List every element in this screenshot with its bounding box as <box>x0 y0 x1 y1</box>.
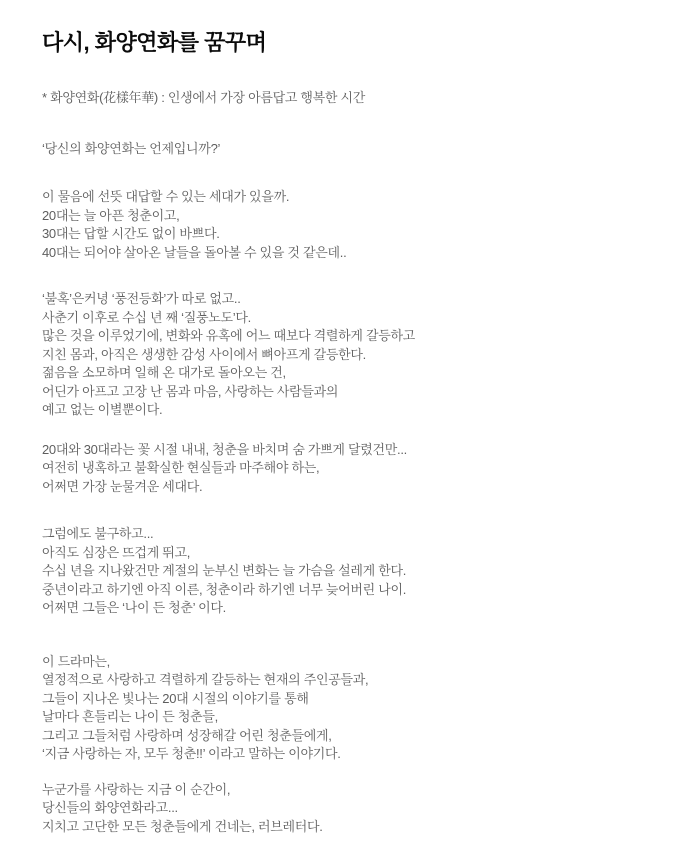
paragraph <box>42 781 660 837</box>
text-line: 30대는 답할 시간도 없이 바쁘다. <box>42 226 220 241</box>
paragraph <box>42 290 660 420</box>
text-line: 누군가를 사랑하는 지금 이 순간이, <box>42 781 231 797</box>
text-line: 여전히 냉혹하고 불확실한 현실들과 마주해야 하는, <box>42 460 320 475</box>
text-line: 지친 몸과, 아직은 생생한 감성 사이에서 뼈아프게 갈등한다. <box>42 346 366 362</box>
text-line: ‘지금 사랑하는 자, 모두 청춘!!’ 이라고 말하는 이야기다. <box>42 746 341 761</box>
text-line: 어딘가 아프고 고장 난 몸과 마음, 사랑하는 사람들과의 <box>42 383 339 399</box>
text-line: ‘당신의 화양연화는 언제입니까?’ <box>42 140 221 156</box>
paragraph <box>42 525 660 618</box>
text-line: 아직도 심장은 뜨겁게 뛰고, <box>42 544 191 560</box>
text-line: 어쩌면 가장 눈물겨운 세대다. <box>42 478 203 494</box>
question-line <box>42 140 660 159</box>
text-line: 지치고 고단한 모든 청춘들에게 건네는, 러브레터다. <box>42 818 323 834</box>
text-line: * 화양연화(花樣年華) : 인생에서 가장 아름답고 행복한 시간 <box>42 90 366 105</box>
text-line: 그럼에도 불구하고... <box>42 526 154 541</box>
paragraph <box>42 653 660 764</box>
text-line: 그들이 지나온 빛나는 20대 시절의 이야기를 통해 <box>42 690 309 706</box>
text-line: 날마다 흔들리는 나이 든 청춘들, <box>42 709 218 724</box>
text-line: 어쩌면 그들은 ‘나이 든 청춘’ 이다. <box>42 600 226 615</box>
text-line: 이 드라마는, <box>42 653 110 669</box>
paragraph <box>42 188 660 262</box>
text-line: 이 물음에 선뜻 대답할 수 있는 세대가 있을까. <box>42 189 290 204</box>
text-line: ‘불혹’은커녕 ‘풍전등화’가 따로 없고.. <box>42 291 241 306</box>
text-line: 많은 것을 이루었기에, 변화와 유혹에 어느 때보다 격렬하게 갈등하고 <box>42 328 416 343</box>
page-title: 다시, 화양연화를 꿈꾸며 <box>42 30 267 55</box>
text-line: 열정적으로 사랑하고 격렬하게 갈등하는 현재의 주인공들과, <box>42 672 369 687</box>
text-line: 예고 없는 이별뿐이다. <box>42 402 163 417</box>
text-line: 중년이라고 하기엔 아직 이른, 청춘이라 하기엔 너무 늦어버린 나이. <box>42 581 407 597</box>
text-line: 젊음을 소모하며 일해 온 대가로 돌아오는 건, <box>42 365 286 380</box>
text-line: 당신들의 화양연화라고... <box>42 800 178 815</box>
definition-note <box>42 89 660 108</box>
text-line: 20대는 늘 아픈 청춘이고, <box>42 207 180 223</box>
text-line: 수십 년을 지나왔건만 계절의 눈부신 변화는 늘 가슴을 설레게 한다. <box>42 563 407 578</box>
text-line: 20대와 30대라는 꽃 시절 내내, 청춘을 바치며 숨 가쁘게 달렸건만... <box>42 441 407 457</box>
text-line: 40대는 되어야 살아온 날들을 돌아볼 수 있을 것 같은데.. <box>42 244 347 260</box>
paragraph <box>42 441 660 497</box>
text-line: 사춘기 이후로 수십 년 째 ‘질풍노도’다. <box>42 309 251 325</box>
text-line: 그리고 그들처럼 사랑하며 성장해갈 어린 청춘들에게, <box>42 727 332 743</box>
